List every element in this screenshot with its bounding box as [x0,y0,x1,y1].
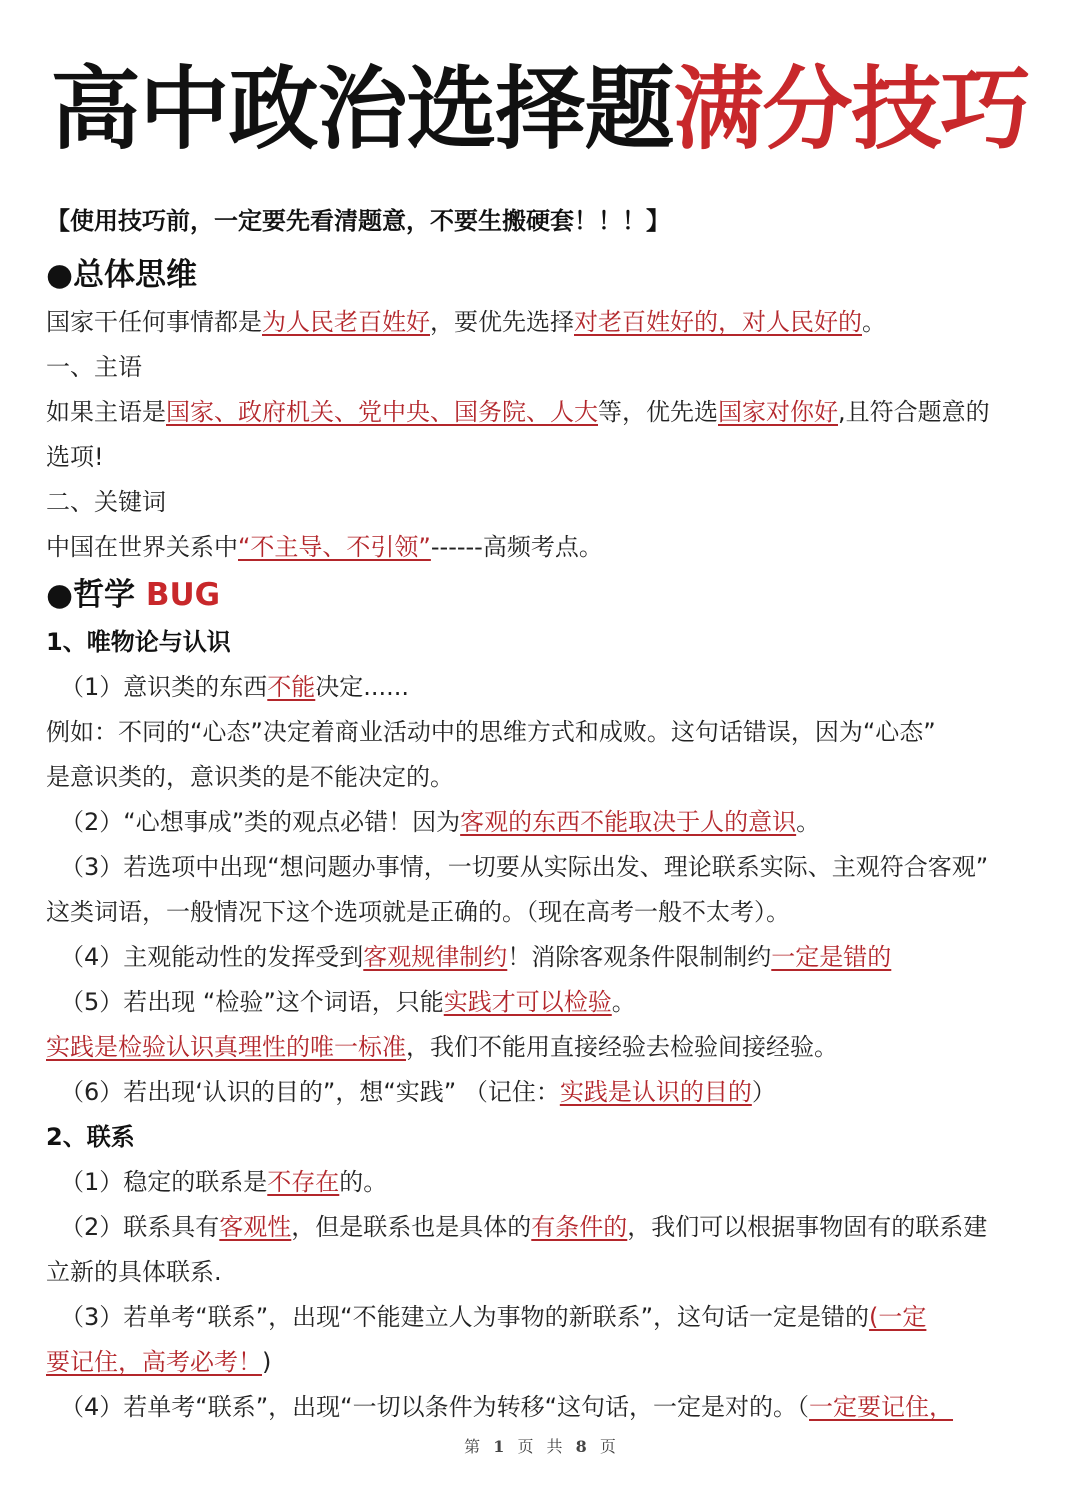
text: ，我们不能用直接经验去检验间接经验。 [406,1033,838,1061]
text: ) [262,1348,272,1376]
subheading-keywords: 二、关键词 [46,488,166,516]
paragraph-line: 立新的具体联系. [46,1258,222,1286]
title-part-black: 高中政治选择题 [50,57,674,162]
text: ------高频考点。 [430,533,603,561]
section-title-red: BUG [145,577,221,613]
bullet-icon: ● [46,577,74,613]
paragraph-line [46,1295,1041,1340]
footer-text: 第 [464,1437,481,1456]
highlight: 有条件的 [531,1213,628,1241]
text: （4）主观能动性的发挥受到 [60,943,364,971]
section-heading-overall [46,250,1041,300]
paragraph-line [46,1385,1041,1430]
subsection-connection: 2、联系 [46,1123,135,1151]
text: 的。 [339,1168,388,1196]
highlight: 客观规律制约 [363,943,508,971]
text: ，要优先选择 [430,308,574,336]
paragraph-line [46,800,1041,845]
paragraph-line [46,1025,1041,1070]
highlight: (一定 [869,1303,927,1331]
footer-text: 页 [517,1437,534,1456]
highlight: 国家、政府机关、党中央、国务院、人大 [166,398,598,426]
text: （1）稳定的联系是 [60,1168,268,1196]
paragraph-line [46,935,1041,980]
page-title [0,55,1080,165]
text: （4）若单考“联系”，出现“一切以条件为转移“这句话，一定是对的。（ [60,1393,810,1421]
paragraph-line [46,1205,1041,1250]
paragraph-line [46,1340,1041,1385]
paragraph-line: （3）若选项中出现“想问题办事情，一切要从实际出发、理论联系实际、主观符合客观” [60,853,989,881]
section-title: 哲学 [73,577,146,613]
paragraph-line [46,1160,1041,1205]
paragraph-line [46,1070,1041,1115]
text: ,且符合题意的 [838,398,990,426]
text: （6）若出现‘认识的目的”，想“实践” （记住： [60,1078,560,1106]
paragraph-line [46,980,1041,1025]
text: （2）“心想事成”类的观点必错！因为 [60,808,461,836]
section-heading-philosophy [46,570,1041,620]
title-part-red: 满分技巧 [673,57,1030,162]
footer-text: 页 [599,1437,616,1456]
text: （1）意识类的东西 [60,673,268,701]
paragraph-line: 选项! [46,443,104,471]
highlight: 要记住，高考必考！ [46,1348,262,1376]
section-title: 总体思维 [73,257,198,293]
text: 。 [862,308,886,336]
highlight: 对老百姓好的，对人民好的 [574,308,862,336]
footer-text: 共 [546,1437,563,1456]
text: ） [751,1078,776,1106]
document-body [46,196,1041,1430]
highlight: 实践是检验认识真理性的唯一标准 [46,1033,406,1061]
paragraph-line [46,390,1041,435]
highlight: “不主导、不引领” [238,533,431,561]
text: （2）联系具有 [60,1213,220,1241]
text: 国家干任何事情都是 [46,308,262,336]
highlight: 一定要记住， [809,1393,954,1421]
paragraph-line [46,300,1041,345]
paragraph-line: 例如：不同的“心态”决定着商业活动中的思维方式和成败。这句话错误，因为“心态” [46,718,936,746]
text: 决定...... [315,673,410,701]
paragraph-line: 这类词语，一般情况下这个选项就是正确的。（现在高考一般不太考）。 [46,898,790,926]
text: 等，优先选 [598,398,718,426]
highlight: 不能 [267,673,316,701]
bullet-icon: ● [46,257,74,293]
highlight: 客观的东西不能取决于人的意识 [460,808,797,836]
paragraph-line [46,665,1041,710]
text: 如果主语是 [46,398,166,426]
text: ！消除客观条件限制制约 [507,943,772,971]
text: 中国在世界关系中 [46,533,238,561]
page-number: 1 [493,1437,505,1456]
highlight: 一定是错的 [771,943,892,971]
text: 。 [796,808,821,836]
subsection-materialism: 1、唯物论与认识 [46,628,231,656]
highlight: 实践是认识的目的 [559,1078,752,1106]
highlight: 客观性 [219,1213,292,1241]
paragraph-line: 是意识类的，意识类的是不能决定的。 [46,763,454,791]
paragraph-line [46,525,1041,570]
text: ，我们可以根据事物固有的联系建 [627,1213,988,1241]
highlight: 实践才可以检验 [443,988,612,1016]
highlight: 为人民老百姓好 [262,308,430,336]
page-footer [0,1434,1080,1457]
text: （3）若单考“联系”，出现“不能建立人为事物的新联系”，这句话一定是错的 [60,1303,870,1331]
highlight: 不存在 [267,1168,340,1196]
text: 。 [611,988,636,1016]
page-total: 8 [575,1437,587,1456]
text: （5）若出现 “检验”这个词语，只能 [60,988,444,1016]
text: ，但是联系也是具体的 [291,1213,532,1241]
highlight: 国家对你好 [718,398,838,426]
subheading-subject: 一、主语 [46,353,142,381]
notice-line: 【使用技巧前，一定要先看清题意，不要生搬硬套！！！】 [46,207,670,235]
